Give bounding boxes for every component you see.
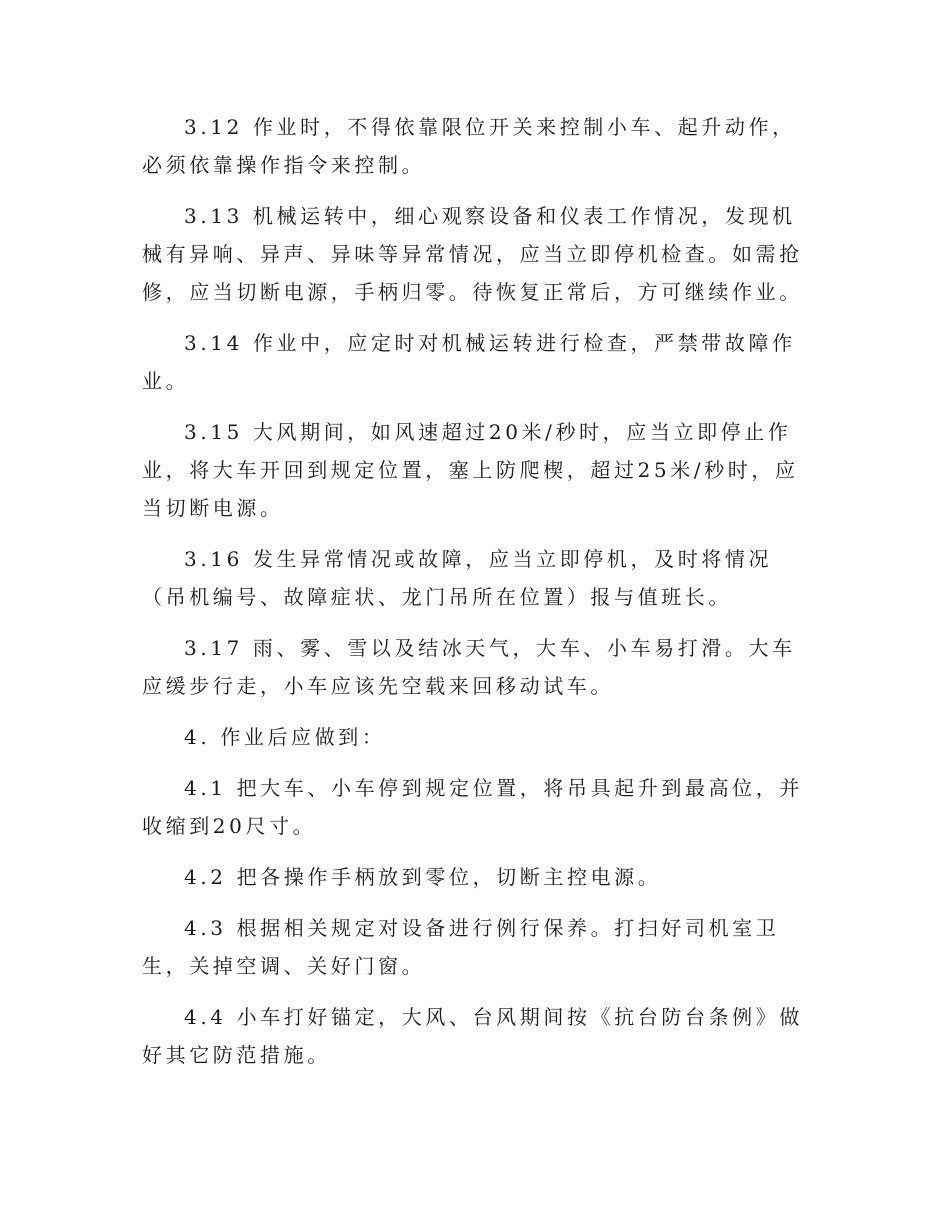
paragraph-3-15: 3.15 大风期间，如风速超过20米/秒时，应当立即停止作业，将大车开回到规定位置，塞上防爬楔，超过25米/秒时，应当切断电源。 (142, 420, 799, 520)
paragraph-4-4: 4.4 小车打好锚定，大风、台风期间按《抗台防台条例》做好其它防范措施。 (142, 1005, 803, 1067)
paragraph-3-17: 3.17 雨、雾、雪以及结冰天气，大车、小车易打滑。大车应缓步行走，小车应该先空载来回移动试车。 (142, 636, 796, 698)
paragraph-3-16: 3.16 发生异常情况或故障，应当立即停机，及时将情况（吊机编号、故障症状、龙门吊所在位置）报与值班长。 (142, 547, 773, 609)
paragraph-4-1: 4.1 把大车、小车停到规定位置，将吊具起升到最高位，并收缩到20尺寸。 (142, 776, 803, 838)
paragraph-4-3: 4.3 根据相关规定对设备进行例行保养。打扫好司机室卫生，关掉空调、关好门窗。 (142, 916, 780, 978)
document-body (142, 108, 814, 1087)
paragraph-3-12: 3.12 作业时，不得依靠限位开关来控制小车、起升动作，必须依靠操作指令来控制。 (142, 115, 796, 177)
paragraph-3-13: 3.13 机械运转中，细心观察设备和仪表工作情况，发现机械有异响、异声、异味等异常情况，应当立即停机检查。如需抢修，应当切断电源，手柄归零。待恢复正常后，方可继续作业。 (142, 204, 803, 304)
paragraph-4-2: 4.2 把各操作手柄放到零位，切断主控电源。 (184, 865, 662, 889)
paragraph-3-14: 3.14 作业中，应定时对机械运转进行检查，严禁带故障作业。 (142, 331, 796, 393)
section-heading-4: 4. 作业后应做到： (184, 725, 386, 749)
